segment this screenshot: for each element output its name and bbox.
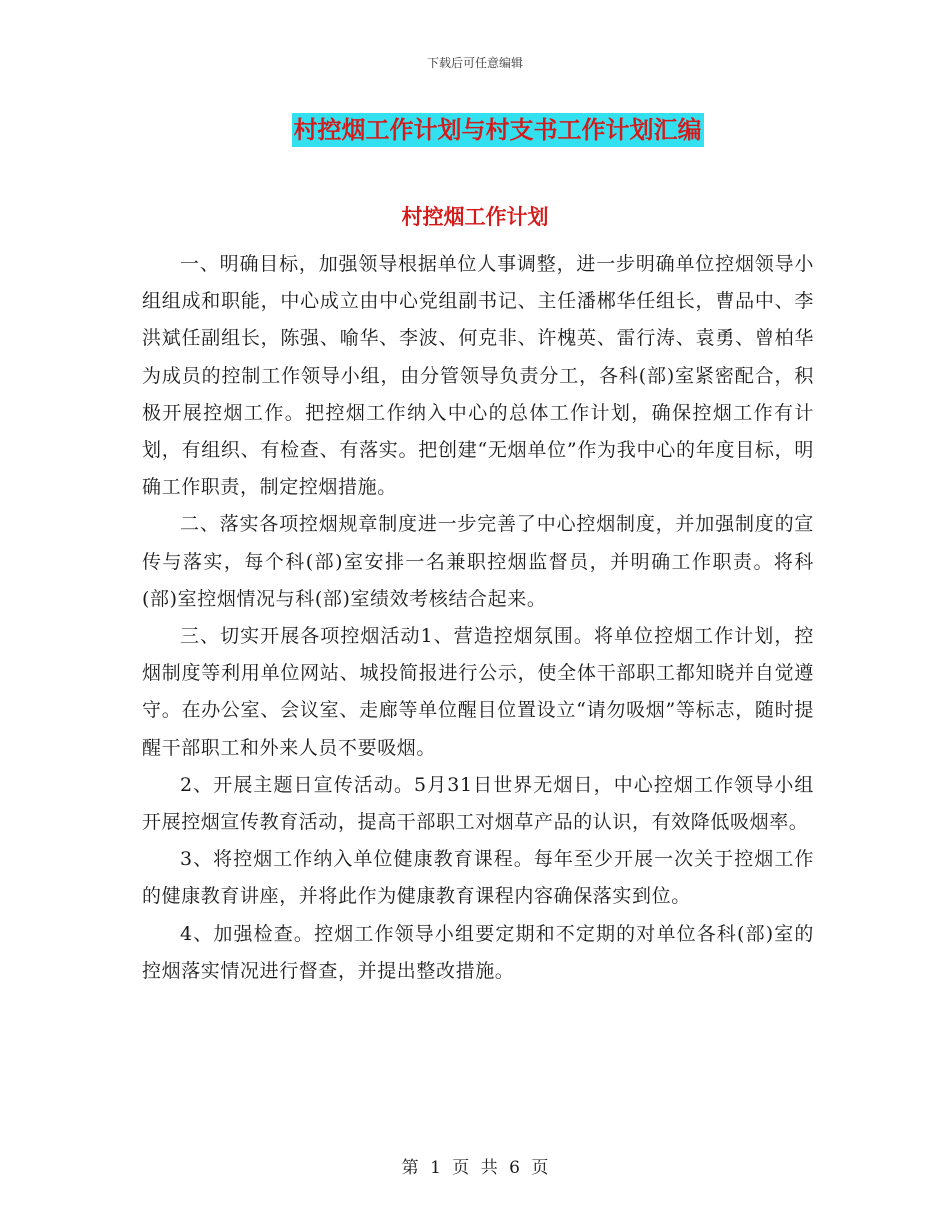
- document-body: [142, 246, 814, 990]
- paragraph-1: 一、明确目标，加强领导根据单位人事调整，进一步明确单位控烟领导小组组成和职能，中心成立由中心党组副书记、主任潘郴华任组长，曹品中、李洪斌任副组长，陈强、喻华、李波、何克非、许槐英、雷行涛、袁勇、曾柏华为成员的控制工作领导小组，由分管领导负责分工，各科(部)室紧密配合，积极开展控烟工作。把控烟工作纳入中心的总体工作计划，确保控烟工作有计划，有组织、有检查、有落实。把创建“无烟单位”作为我中心的年度目标，明确工作职责，制定控烟措施。: [142, 253, 814, 499]
- section-title: 村控烟工作计划: [401, 204, 549, 229]
- document-title: 村控烟工作计划与村支书工作计划汇编: [292, 113, 704, 147]
- page-number: 第 1 页 共 6 页: [401, 1158, 549, 1178]
- paragraph-4: 2、开展主题日宣传活动。5月31日世界无烟日，中心控烟工作领导小组开展控烟宣传教育活动，提高干部职工对烟草产品的认识，有效降低吸烟率。: [142, 773, 814, 834]
- document-title-wrap: [0, 113, 950, 147]
- paragraph-6: 4、加强检查。控烟工作领导小组要定期和不定期的对单位各科(部)室的控烟落实情况进行督查，并提出整改措施。: [142, 922, 814, 982]
- page-header: 下载后可任意编辑: [426, 56, 523, 70]
- paragraph-5: 3、将控烟工作纳入单位健康教育课程。每年至少开展一次关于控烟工作的健康教育讲座，并将此作为健康教育课程内容确保落实到位。: [142, 848, 814, 908]
- paragraph-3: 三、切实开展各项控烟活动1、营造控烟氛围。将单位控烟工作计划，控烟制度等利用单位网站、城投简报进行公示，使全体干部职工都知晓并自觉遵守。在办公室、会议室、走廊等单位醒目位置设立“请勿吸烟”等标志，随时提醒干部职工和外来人员不要吸烟。: [142, 625, 814, 759]
- paragraph-2: 二、落实各项控烟规章制度进一步完善了中心控烟制度，并加强制度的宣传与落实，每个科(部)室安排一名兼职控烟监督员，并明确工作职责。将科(部)室控烟情况与科(部)室绩效考核结合起来。: [142, 513, 814, 610]
